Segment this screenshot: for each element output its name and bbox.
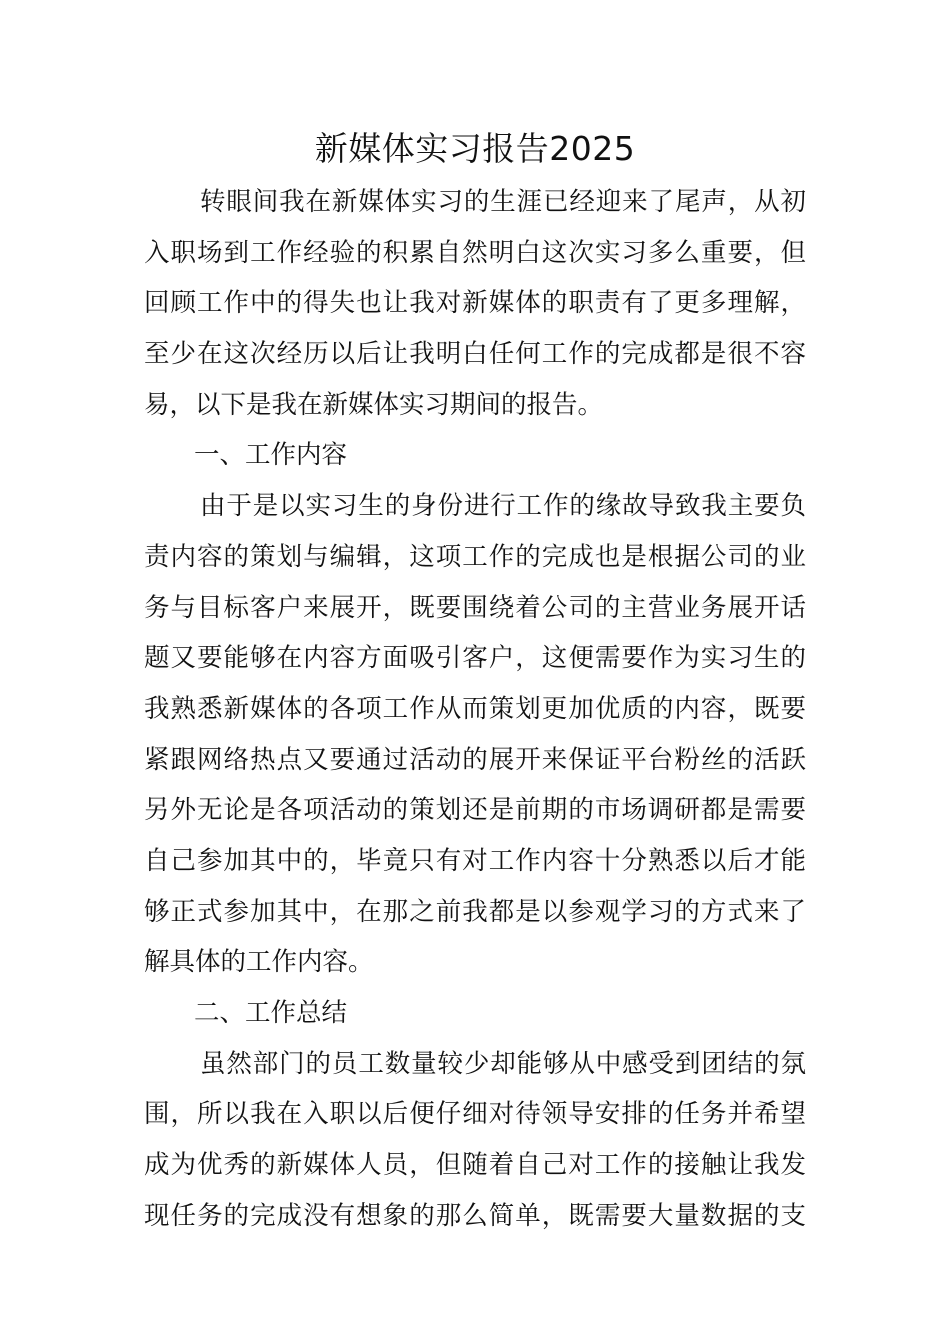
paragraph-line: 务与目标客户来展开，既要围绕着公司的主营业务展开话 <box>144 592 806 623</box>
paragraph-line: 责内容的策划与编辑，这项工作的完成也是根据公司的业 <box>144 541 806 572</box>
paragraph-line: 自己参加其中的，毕竟只有对工作内容十分熟悉以后才能 <box>144 845 806 876</box>
paragraph-line: 由于是以实习生的身份进行工作的缘故导致我主要负 <box>200 491 806 522</box>
section-heading: 一、工作内容 <box>194 440 348 471</box>
section-heading: 二、工作总结 <box>194 998 348 1028</box>
document-title: 新媒体实习报告2025 <box>314 129 636 168</box>
paragraph-line: 我熟悉新媒体的各项工作从而策划更加优质的内容，既要 <box>144 693 806 724</box>
paragraph-line: 虽然部门的员工数量较少却能够从中感受到团结的氛 <box>200 1048 806 1079</box>
paragraph-line: 回顾工作中的得失也让我对新媒体的职责有了更多理解， <box>144 288 806 319</box>
paragraph-line: 围，所以我在入职以后便仔细对待领导安排的任务并希望 <box>144 1099 806 1130</box>
paragraph-line: 成为优秀的新媒体人员，但随着自己对工作的接触让我发 <box>144 1150 806 1181</box>
paragraph-line: 现任务的完成没有想象的那么简单，既需要大量数据的支 <box>144 1200 806 1231</box>
paragraph-line: 解具体的工作内容。 <box>144 947 374 978</box>
paragraph-line: 紧跟网络热点又要通过活动的展开来保证平台粉丝的活跃 <box>144 744 806 775</box>
paragraph-line: 转眼间我在新媒体实习的生涯已经迎来了尾声，从初 <box>200 187 806 217</box>
paragraph-line: 至少在这次经历以后让我明白任何工作的完成都是很不容 <box>144 339 806 370</box>
document-body <box>144 177 806 1241</box>
paragraph-line: 够正式参加其中，在那之前我都是以参观学习的方式来了 <box>144 896 806 927</box>
paragraph-line: 题又要能够在内容方面吸引客户，这便需要作为实习生的 <box>144 643 806 674</box>
paragraph-line: 易，以下是我在新媒体实习期间的报告。 <box>144 389 604 420</box>
paragraph-line: 另外无论是各项活动的策划还是前期的市场调研都是需要 <box>144 795 806 826</box>
paragraph-line: 入职场到工作经验的积累自然明白这次实习多么重要，但 <box>144 237 806 268</box>
